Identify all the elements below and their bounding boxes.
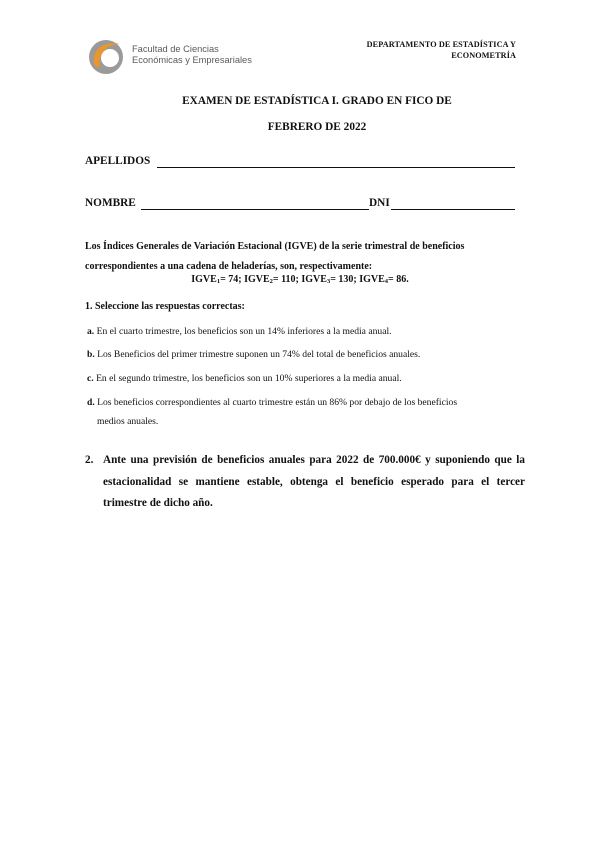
option-b-letter: b. bbox=[87, 349, 95, 360]
option-d-text: Los beneficios correspondientes al cuarto trimestre están un 86% por debajo de los beneficios bbox=[94, 397, 458, 408]
logo-line-2: Económicas y Empresariales bbox=[132, 55, 252, 65]
option-d-letter: d. bbox=[87, 397, 95, 408]
option-a-letter: a. bbox=[87, 326, 95, 337]
apellidos-input-line[interactable] bbox=[157, 167, 515, 168]
logo-line-1: Facultad de Ciencias bbox=[132, 44, 219, 54]
question-2-text: Ante una previsión de beneficios anuales para 2022 de 700.000€ y suponiendo que la estacionalidad se mantiene estable, obtenga el beneficio esperado para el tercer trimestre de dicho año. bbox=[103, 454, 525, 509]
option-b[interactable] bbox=[87, 345, 527, 364]
igve-sub-4: 4 bbox=[384, 278, 389, 285]
nombre-input-line[interactable] bbox=[141, 209, 369, 210]
faculty-logo bbox=[86, 36, 261, 78]
igve-label-2: IGVE bbox=[244, 274, 270, 285]
department-line-2: ECONOMETRÍA bbox=[451, 50, 516, 60]
igve-sub-2: 2 bbox=[269, 278, 273, 285]
intro-paragraph: Los Índices Generales de Variación Estacional (IGVE) de la serie trimestral de beneficios correspondientes a una cadena de heladerías, son, respectivamente: bbox=[85, 241, 465, 272]
option-d-text-continued: medios anuales. bbox=[97, 416, 159, 427]
dni-input-line[interactable] bbox=[391, 209, 515, 210]
igve-sub-3: 3 bbox=[326, 278, 331, 285]
exam-title bbox=[0, 88, 600, 140]
option-b-text: Los Beneficios del primer trimestre suponen un 74% del total de beneficios anuales. bbox=[94, 349, 421, 360]
department-line-1: DEPARTAMENTO DE ESTADÍSTICA Y bbox=[366, 40, 516, 49]
igve-label-1: IGVE bbox=[191, 274, 217, 285]
question-2 bbox=[85, 450, 525, 515]
exam-title-line-2: FEBRERO DE 2022 bbox=[267, 121, 367, 133]
exam-title-line-1: EXAMEN DE ESTADÍSTICA I. GRADO EN FICO DE bbox=[182, 95, 452, 107]
igve-value-2: = 110; bbox=[272, 274, 302, 285]
apellidos-label: APELLIDOS bbox=[85, 155, 151, 167]
option-a-text: En el cuarto trimestre, los beneficios son un 14% inferiores a la media anual. bbox=[94, 326, 392, 337]
question-2-number: 2. bbox=[85, 454, 94, 466]
option-d[interactable] bbox=[87, 393, 527, 431]
igve-value-1: = 74; bbox=[220, 274, 245, 285]
nombre-label: NOMBRE bbox=[85, 197, 136, 209]
igve-value-3: = 130; bbox=[330, 274, 360, 285]
option-a[interactable] bbox=[87, 322, 527, 341]
igve-label-4: IGVE bbox=[359, 274, 385, 285]
option-c-letter: c. bbox=[87, 373, 94, 384]
option-c[interactable] bbox=[87, 369, 527, 388]
dni-label: DNI bbox=[369, 197, 390, 209]
igve-sub-1: 1 bbox=[216, 278, 221, 285]
logo-text bbox=[132, 44, 252, 66]
question-1-title: 1. Seleccione las respuestas correctas: bbox=[85, 301, 245, 312]
igve-value-4: = 86. bbox=[388, 274, 409, 285]
department-name bbox=[367, 40, 516, 61]
faculty-logo-icon bbox=[86, 36, 130, 78]
igve-values bbox=[0, 274, 600, 285]
igve-label-3: IGVE bbox=[301, 274, 327, 285]
option-c-text: En el segundo trimestre, los beneficios son un 10% superiores a la media anual. bbox=[93, 373, 402, 384]
